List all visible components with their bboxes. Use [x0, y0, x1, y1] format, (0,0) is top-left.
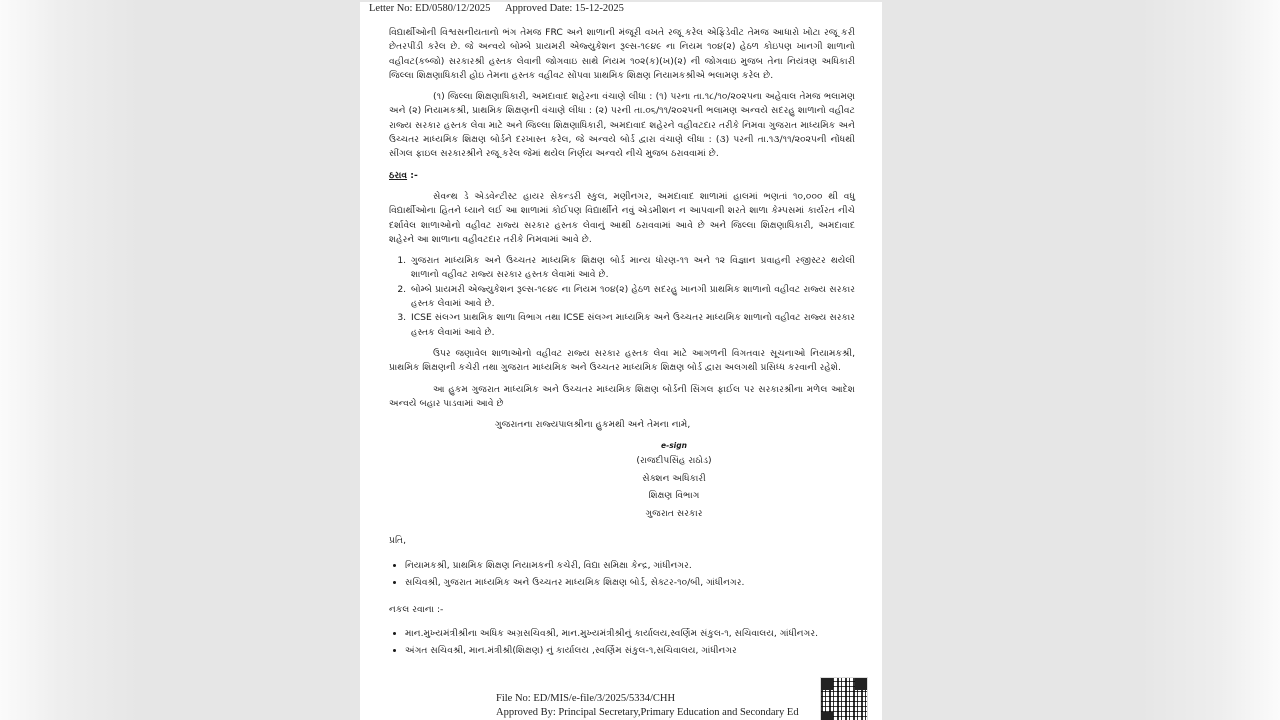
paragraph-order: આ હુકમ ગુજરાત માધ્યમિક અને ઉચ્ચતર માધ્યમિક શિક્ષણ બોર્ડની સિંગલ ફાઈલ પર સરકારશ્રીના મળેલ આદેશ અન્વયે બહાર પાડવામાં આવે છે: [389, 383, 855, 409]
signatory-government: ગુજરાત સરકાર: [645, 507, 703, 519]
copies-label: નકલ રવાના :-: [389, 603, 444, 615]
resolution-item: 3. ICSE સંલગ્ન પ્રાથમિક શાળા વિભાગ તથા ICSE સંલગ્ન માધ્યમિક અને ઉચ્ચતર માધ્યમિક શાળાનો વહીવટ રાજ્ય સરકાર હસ્તક લેવામાં આવે છે.: [409, 311, 855, 340]
paragraph-references: (૧) જિલ્લા શિક્ષણાધિકારી, અમદાવાદ શહેરના વંચાણે લીધા : (૧) પરના તા.૧૮/૧૦/૨૦૨૫ના અહેવાલ તેમજ ભલામણ અને (૨) નિયામકશ્રી, પ્રાથમિક શિક્ષણની વંચાણે લીધા : (૨) પરની તા.૦૬/૧૧/૨૦૨૫ની ભલામણ અન્વયે સદરહુ શાળાનો વહીવટ રાજ્ય સરકાર હસ્તક લેવા માટે અને જિલ્લા શિક્ષણાધિકારી, અમદાવાદ શહેરને વહીવટદાર તરીકે નિમવા ગુજરાત માધ્યમિક અને ઉચ્ચતર માધ્યમિક શિક્ષણ બોર્ડને દરખાસ્ત કરેલ, જે અન્વયે બોર્ડ દ્વારા વંચાણે લીધા : (૩) પરની તા.૧૩/૧૧/૨૦૨૫ની નોંધથી સીંગલ ફાઇલ સરકારશ્રીને રજૂ કરેલ જેમાં થયેલ નિર્ણય અન્વયે નીચે મુજબ ઠરાવવામાં છે.: [389, 91, 855, 160]
recipients-list: [389, 557, 855, 591]
resolution-heading: [389, 169, 855, 183]
document-footer: [496, 692, 800, 720]
qr-code-icon: [820, 677, 868, 720]
recipient-item: • સચિવશ્રી, ગુજરાત માધ્યમિક અને ઉચ્ચતર માધ્યમિક શિક્ષણ બોર્ડ, સેક્ટર-૧૦/બી, ગાંધીનગર.: [405, 574, 855, 591]
document-page: [360, 2, 882, 720]
resolution-item: 2. બોમ્બે પ્રાયમરી એજ્યુકેશન રૂલ્સ-૧૯૪૯ ના નિયમ ૧૦૪(૨) હેઠળ સદરહુ ખાનગી પ્રાથમિક શાળાનો વહીવટ રાજ્ય સરકાર હસ્તક લેવામાં આવે છે.: [409, 283, 855, 312]
governor-line: ગુજરાતના રાજ્યપાલશ્રીના હુકમથી અને તેમના નામે,: [495, 419, 691, 431]
resolution-item: 1. ગુજરાત માધ્યમિક અને ઉચ્ચતર માધ્યમિક શિક્ષણ બોર્ડ માન્ય ધોરણ-૧૧ અને ૧૨ વિજ્ઞાન પ્રવાહની રજીસ્ટર થયેલી શાળાનો વહીવટ રાજ્ય સરકાર હસ્તક લેવામાં આવે છે.: [409, 254, 855, 283]
copies-list: [389, 625, 855, 659]
signatory-department: શિક્ષણ વિભાગ: [648, 490, 700, 502]
approved-date: Approved Date: 15-12-2025: [504, 3, 624, 14]
recipients-label: પ્રતિ,: [389, 535, 407, 547]
paragraph-background: વિદ્યાર્થીઓની વિશ્વસનીયતાનો ભંગ તેમજ FRC અને શાળાની મંજૂરી વખતે રજૂ કરેલ એફિડેવીટ તેમજ આધારો ખોટા રજૂ કરી છેતરપીંડી કરેલ છે. જે અન્વયે બોમ્બે પ્રાયમરી એજ્યુકેશન રૂલ્સ-૧૯૪૯ ના નિયમ ૧૦૪(૨) હેઠળ કોઇપણ ખાનગી શાળાનો વહીવટ(કબ્જો) સરકારશ્રી હસ્તક લેવાની જોગવાઇ સાથે નિયમ ૧૦૨(ક)(ખ)(૨) ની જોગવાઇ મુજબ તેના નિયંત્રણ અધિકારી જિલ્લા શિક્ષણાધિકારી હોઇ તેમના હસ્તક વહીવટ સોંપવા પ્રાથમિક શિક્ષણ નિયામકશ્રીએ ભલામણ કરેલ છે.: [389, 27, 855, 81]
recipient-item: • નિયામકશ્રી, પ્રાથમિક શિક્ષણ નિયામકની કચેરી, વિદ્યા સમિક્ષા કેન્દ્ર, ગાંધીનગર.: [405, 557, 855, 574]
letter-header: [369, 3, 624, 14]
signature-block: [599, 440, 749, 522]
approved-by: Approved By: Principal Secretary,Primary Education and Secondary Ed: [496, 707, 799, 718]
copy-item: • અંગત સચિવશ્રી, માન.મંત્રીશ્રી(શિક્ષણ) નું કાર્યાલય ,સ્વર્ણિમ સંકુલ-૧,સચિવાલય, ગાંધીનગર: [405, 642, 855, 659]
resolution-intro: સેવન્થ ડે એડવેન્ટીસ્ટ હાયર સેકન્ડરી સ્કુલ, મણીનગર, અમદાવાદ શાળામાં હાલમાં ભણતાં ૧૦,૦૦૦ થી વધુ વિદ્યાર્થીઓના હિતને ધ્યાને લઈ આ શાળામાં કોઈપણ વિદ્યાર્થીને નવું એડમીશન ન આપવાની શરતે શાળા કેમ્પસમાં કાર્યરત નીચે દર્શાવેલ શાળાઓનો વહીવટ રાજ્ય સરકાર હસ્તક લેવાનું આથી ઠરાવવામાં આવે છે અને જિલ્લા શિક્ષણાધિકારી, અમદાવાદ શહેરને આ શાળાના વહીવટદાર તરીકે નિમવામાં આવે છે.: [389, 190, 855, 245]
resolution-list: [389, 254, 855, 340]
copy-item: • માન.મુખ્યમંત્રીશ્રીના અધિક અગ્રસચિવશ્રી, માન.મુખ્યમંત્રીશ્રીનું કાર્યાલય,સ્વર્ણિમ સંકુલ-૧, સચિવાલય, ગાંધીનગર.: [405, 625, 855, 642]
esign-label: e-sign: [661, 441, 687, 451]
paragraph-instructions: ઉપર જણાવેલ શાળાઓનો વહીવટ રાજ્ય સરકાર હસ્તક લેવા માટે આગળની વિગતવાર સૂચનાઓ નિયામકશ્રી, પ્રાથમિક શિક્ષણની કચેરી તથા ગુજરાત માધ્યમિક અને ઉચ્ચતર માધ્યમિક શિક્ષણ બોર્ડ દ્વારા અલગથી પ્રસિધ્ધ કરવાની રહેશે.: [389, 347, 855, 374]
signatory-name: (રાજદીપસિંહ રાઠોડ): [636, 455, 712, 467]
letter-number: Letter No: ED/0580/12/2025: [369, 3, 491, 14]
signatory-designation: સેક્શન અધિકારી: [642, 472, 706, 484]
resolution-heading-suffix: :-: [407, 169, 418, 181]
document-body: [389, 26, 855, 669]
file-number: File No: ED/MIS/e-file/3/2025/5334/CHH: [496, 693, 676, 704]
resolution-heading-text: ઠરાવ: [389, 169, 408, 181]
